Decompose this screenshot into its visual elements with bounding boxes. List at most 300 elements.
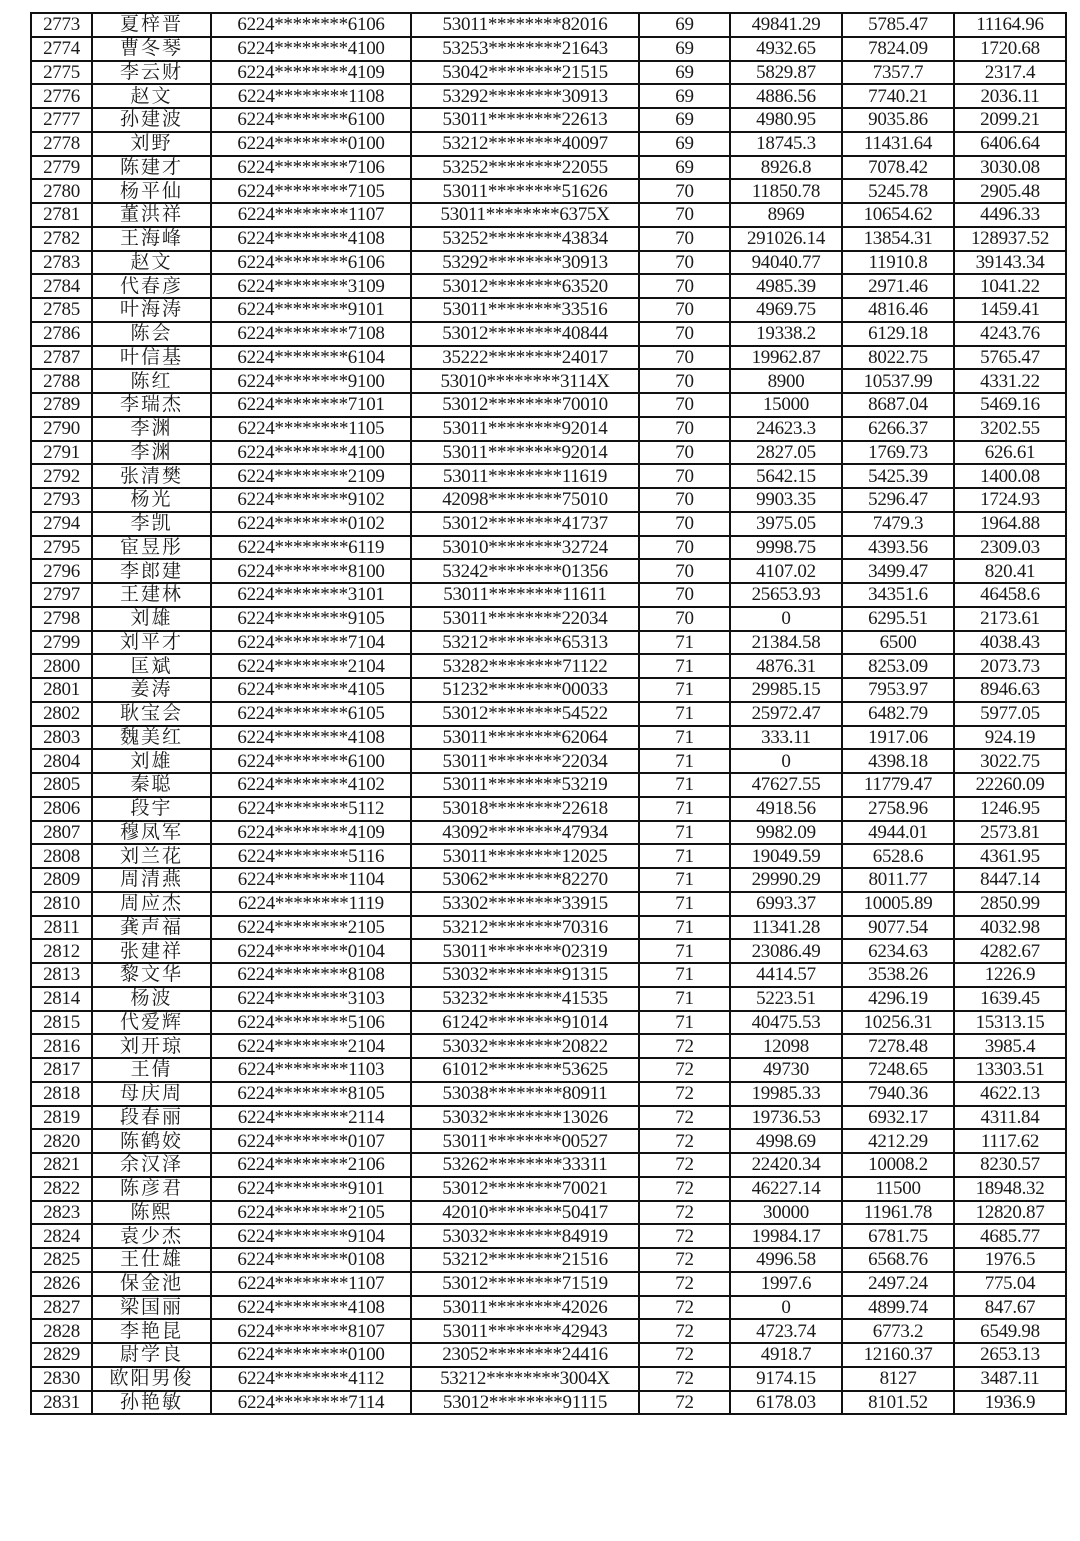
card-number-cell: 6224********3109 xyxy=(211,274,411,298)
table-row xyxy=(31,1272,1066,1296)
amount-c-cell: 2173.61 xyxy=(954,607,1066,631)
amount-a-cell: 21384.58 xyxy=(730,631,842,655)
amount-b-cell: 9035.86 xyxy=(842,108,954,132)
age-cell: 72 xyxy=(639,1224,730,1248)
id-number-cell: 61012********53625 xyxy=(411,1058,639,1082)
row-number-cell: 2782 xyxy=(31,227,92,251)
name-cell: 袁少杰 xyxy=(92,1224,211,1248)
amount-b-cell: 11431.64 xyxy=(842,132,954,156)
amount-a-cell: 24623.3 xyxy=(730,417,842,441)
amount-c-cell: 4243.76 xyxy=(954,322,1066,346)
id-number-cell: 53011********51626 xyxy=(411,179,639,203)
table-row xyxy=(31,1201,1066,1225)
amount-b-cell: 4296.19 xyxy=(842,987,954,1011)
id-number-cell: 53232********41535 xyxy=(411,987,639,1011)
card-number-cell: 6224********8108 xyxy=(211,963,411,987)
table-row xyxy=(31,156,1066,180)
amount-c-cell: 4361.95 xyxy=(954,844,1066,868)
id-number-cell: 61242********91014 xyxy=(411,1011,639,1035)
amount-a-cell: 19962.87 xyxy=(730,346,842,370)
age-cell: 72 xyxy=(639,1034,730,1058)
id-number-cell: 53042********21515 xyxy=(411,61,639,85)
amount-b-cell: 6129.18 xyxy=(842,322,954,346)
name-cell: 穆凤军 xyxy=(92,821,211,845)
amount-a-cell: 4876.31 xyxy=(730,654,842,678)
id-number-cell: 53032********20822 xyxy=(411,1034,639,1058)
age-cell: 71 xyxy=(639,702,730,726)
amount-b-cell: 7953.97 xyxy=(842,678,954,702)
amount-c-cell: 1720.68 xyxy=(954,37,1066,61)
table-row xyxy=(31,1224,1066,1248)
name-cell: 李云财 xyxy=(92,61,211,85)
card-number-cell: 6224********1107 xyxy=(211,203,411,227)
table-row xyxy=(31,844,1066,868)
amount-a-cell: 6993.37 xyxy=(730,892,842,916)
table-row xyxy=(31,1058,1066,1082)
table-row xyxy=(31,631,1066,655)
id-number-cell: 53262********33311 xyxy=(411,1153,639,1177)
row-number-cell: 2813 xyxy=(31,963,92,987)
amount-c-cell: 3030.08 xyxy=(954,156,1066,180)
name-cell: 刘雄 xyxy=(92,749,211,773)
amount-c-cell: 13303.51 xyxy=(954,1058,1066,1082)
amount-b-cell: 6528.6 xyxy=(842,844,954,868)
table-row xyxy=(31,346,1066,370)
age-cell: 72 xyxy=(639,1082,730,1106)
age-cell: 70 xyxy=(639,393,730,417)
age-cell: 71 xyxy=(639,678,730,702)
amount-a-cell: 4932.65 xyxy=(730,37,842,61)
name-cell: 梁国丽 xyxy=(92,1296,211,1320)
card-number-cell: 6224********0104 xyxy=(211,939,411,963)
amount-b-cell: 10256.31 xyxy=(842,1011,954,1035)
amount-b-cell: 11961.78 xyxy=(842,1201,954,1225)
table-row xyxy=(31,61,1066,85)
table-row xyxy=(31,1391,1066,1415)
age-cell: 72 xyxy=(639,1153,730,1177)
amount-b-cell: 6234.63 xyxy=(842,939,954,963)
card-number-cell: 6224********4100 xyxy=(211,37,411,61)
table-row xyxy=(31,654,1066,678)
amount-b-cell: 7479.3 xyxy=(842,512,954,536)
amount-a-cell: 9982.09 xyxy=(730,821,842,845)
card-number-cell: 6224********4109 xyxy=(211,61,411,85)
amount-a-cell: 94040.77 xyxy=(730,251,842,275)
row-number-cell: 2784 xyxy=(31,274,92,298)
age-cell: 72 xyxy=(639,1248,730,1272)
id-number-cell: 53011********33516 xyxy=(411,298,639,322)
amount-b-cell: 7824.09 xyxy=(842,37,954,61)
row-number-cell: 2824 xyxy=(31,1224,92,1248)
age-cell: 70 xyxy=(639,322,730,346)
row-number-cell: 2827 xyxy=(31,1296,92,1320)
amount-c-cell: 1459.41 xyxy=(954,298,1066,322)
id-number-cell: 53212********3004X xyxy=(411,1367,639,1391)
id-number-cell: 53012********71519 xyxy=(411,1272,639,1296)
table-row xyxy=(31,464,1066,488)
table-row xyxy=(31,417,1066,441)
name-cell: 叶海涛 xyxy=(92,298,211,322)
card-number-cell: 6224********0100 xyxy=(211,1343,411,1367)
amount-b-cell: 11779.47 xyxy=(842,773,954,797)
id-number-cell: 53011********62064 xyxy=(411,726,639,750)
amount-b-cell: 6781.75 xyxy=(842,1224,954,1248)
name-cell: 尉学良 xyxy=(92,1343,211,1367)
table-row xyxy=(31,821,1066,845)
id-number-cell: 53032********13026 xyxy=(411,1106,639,1130)
amount-c-cell: 2073.73 xyxy=(954,654,1066,678)
age-cell: 72 xyxy=(639,1177,730,1201)
amount-b-cell: 1917.06 xyxy=(842,726,954,750)
id-number-cell: 53011********12025 xyxy=(411,844,639,868)
amount-b-cell: 10654.62 xyxy=(842,203,954,227)
name-cell: 代春彦 xyxy=(92,274,211,298)
amount-b-cell: 3499.47 xyxy=(842,559,954,583)
card-number-cell: 6224********2106 xyxy=(211,1153,411,1177)
row-number-cell: 2792 xyxy=(31,464,92,488)
id-number-cell: 42010********50417 xyxy=(411,1201,639,1225)
amount-b-cell: 8011.77 xyxy=(842,868,954,892)
id-number-cell: 53011********53219 xyxy=(411,773,639,797)
amount-b-cell: 8127 xyxy=(842,1367,954,1391)
name-cell: 陈鹤姣 xyxy=(92,1129,211,1153)
card-number-cell: 6224********5106 xyxy=(211,1011,411,1035)
card-number-cell: 6224********9105 xyxy=(211,607,411,631)
name-cell: 赵文 xyxy=(92,84,211,108)
amount-c-cell: 4685.77 xyxy=(954,1224,1066,1248)
card-number-cell: 6224********0100 xyxy=(211,132,411,156)
id-number-cell: 53032********91315 xyxy=(411,963,639,987)
amount-a-cell: 15000 xyxy=(730,393,842,417)
name-cell: 杨光 xyxy=(92,488,211,512)
table-row xyxy=(31,1106,1066,1130)
name-cell: 欧阳男俊 xyxy=(92,1367,211,1391)
amount-c-cell: 46458.6 xyxy=(954,583,1066,607)
age-cell: 71 xyxy=(639,939,730,963)
id-number-cell: 53011********11619 xyxy=(411,464,639,488)
name-cell: 魏美红 xyxy=(92,726,211,750)
row-number-cell: 2811 xyxy=(31,916,92,940)
amount-b-cell: 6773.2 xyxy=(842,1319,954,1343)
amount-c-cell: 1936.9 xyxy=(954,1391,1066,1415)
card-number-cell: 6224********9101 xyxy=(211,1177,411,1201)
amount-b-cell: 7078.42 xyxy=(842,156,954,180)
amount-a-cell: 4414.57 xyxy=(730,963,842,987)
age-cell: 71 xyxy=(639,963,730,987)
amount-b-cell: 9077.54 xyxy=(842,916,954,940)
row-number-cell: 2773 xyxy=(31,13,92,37)
card-number-cell: 6224********6119 xyxy=(211,536,411,560)
card-number-cell: 6224********2105 xyxy=(211,1201,411,1225)
row-number-cell: 2805 xyxy=(31,773,92,797)
amount-a-cell: 25653.93 xyxy=(730,583,842,607)
amount-b-cell: 8687.04 xyxy=(842,393,954,417)
age-cell: 69 xyxy=(639,132,730,156)
card-number-cell: 6224********5116 xyxy=(211,844,411,868)
table-row xyxy=(31,536,1066,560)
amount-c-cell: 8946.63 xyxy=(954,678,1066,702)
id-number-cell: 53012********54522 xyxy=(411,702,639,726)
card-number-cell: 6224********1103 xyxy=(211,1058,411,1082)
amount-c-cell: 1400.08 xyxy=(954,464,1066,488)
age-cell: 72 xyxy=(639,1129,730,1153)
age-cell: 69 xyxy=(639,156,730,180)
amount-c-cell: 1246.95 xyxy=(954,797,1066,821)
name-cell: 叶信基 xyxy=(92,346,211,370)
row-number-cell: 2831 xyxy=(31,1391,92,1415)
amount-a-cell: 1997.6 xyxy=(730,1272,842,1296)
table-row xyxy=(31,393,1066,417)
age-cell: 72 xyxy=(639,1319,730,1343)
row-number-cell: 2804 xyxy=(31,749,92,773)
amount-c-cell: 4331.22 xyxy=(954,369,1066,393)
amount-c-cell: 8230.57 xyxy=(954,1153,1066,1177)
id-number-cell: 53292********30913 xyxy=(411,251,639,275)
table-row xyxy=(31,1177,1066,1201)
name-cell: 王仕雄 xyxy=(92,1248,211,1272)
card-number-cell: 6224********6104 xyxy=(211,346,411,370)
amount-c-cell: 3202.55 xyxy=(954,417,1066,441)
id-number-cell: 53012********63520 xyxy=(411,274,639,298)
amount-c-cell: 4622.13 xyxy=(954,1082,1066,1106)
card-number-cell: 6224********1104 xyxy=(211,868,411,892)
amount-a-cell: 9998.75 xyxy=(730,536,842,560)
row-number-cell: 2819 xyxy=(31,1106,92,1130)
row-number-cell: 2794 xyxy=(31,512,92,536)
table-row xyxy=(31,773,1066,797)
name-cell: 陈会 xyxy=(92,322,211,346)
card-number-cell: 6224********6106 xyxy=(211,251,411,275)
age-cell: 71 xyxy=(639,631,730,655)
row-number-cell: 2830 xyxy=(31,1367,92,1391)
name-cell: 姜涛 xyxy=(92,678,211,702)
card-number-cell: 6224********8107 xyxy=(211,1319,411,1343)
amount-a-cell: 46227.14 xyxy=(730,1177,842,1201)
amount-c-cell: 2317.4 xyxy=(954,61,1066,85)
amount-b-cell: 6295.51 xyxy=(842,607,954,631)
amount-a-cell: 25972.47 xyxy=(730,702,842,726)
amount-b-cell: 5785.47 xyxy=(842,13,954,37)
amount-c-cell: 12820.87 xyxy=(954,1201,1066,1225)
table-row xyxy=(31,1343,1066,1367)
age-cell: 71 xyxy=(639,868,730,892)
amount-c-cell: 4032.98 xyxy=(954,916,1066,940)
card-number-cell: 6224********4105 xyxy=(211,678,411,702)
row-number-cell: 2814 xyxy=(31,987,92,1011)
table-row xyxy=(31,702,1066,726)
row-number-cell: 2775 xyxy=(31,61,92,85)
card-number-cell: 6224********1108 xyxy=(211,84,411,108)
age-cell: 70 xyxy=(639,298,730,322)
name-cell: 刘雄 xyxy=(92,607,211,631)
name-cell: 杨平仙 xyxy=(92,179,211,203)
card-number-cell: 6224********4102 xyxy=(211,773,411,797)
card-number-cell: 6224********3101 xyxy=(211,583,411,607)
table-row xyxy=(31,488,1066,512)
amount-c-cell: 1041.22 xyxy=(954,274,1066,298)
name-cell: 段春丽 xyxy=(92,1106,211,1130)
row-number-cell: 2774 xyxy=(31,37,92,61)
table-row xyxy=(31,512,1066,536)
amount-b-cell: 4899.74 xyxy=(842,1296,954,1320)
row-number-cell: 2783 xyxy=(31,251,92,275)
card-number-cell: 6224********4109 xyxy=(211,821,411,845)
name-cell: 杨波 xyxy=(92,987,211,1011)
age-cell: 70 xyxy=(639,512,730,536)
name-cell: 李凯 xyxy=(92,512,211,536)
name-cell: 周清燕 xyxy=(92,868,211,892)
amount-c-cell: 3487.11 xyxy=(954,1367,1066,1391)
name-cell: 孙艳敏 xyxy=(92,1391,211,1415)
row-number-cell: 2826 xyxy=(31,1272,92,1296)
age-cell: 70 xyxy=(639,536,730,560)
age-cell: 71 xyxy=(639,726,730,750)
id-number-cell: 53011********02319 xyxy=(411,939,639,963)
age-cell: 71 xyxy=(639,749,730,773)
age-cell: 70 xyxy=(639,369,730,393)
amount-a-cell: 30000 xyxy=(730,1201,842,1225)
amount-a-cell: 4980.95 xyxy=(730,108,842,132)
age-cell: 70 xyxy=(639,583,730,607)
row-number-cell: 2828 xyxy=(31,1319,92,1343)
table-row xyxy=(31,1367,1066,1391)
amount-a-cell: 29990.29 xyxy=(730,868,842,892)
amount-a-cell: 4886.56 xyxy=(730,84,842,108)
amount-a-cell: 47627.55 xyxy=(730,773,842,797)
card-number-cell: 6224********9100 xyxy=(211,369,411,393)
amount-b-cell: 4393.56 xyxy=(842,536,954,560)
table-row xyxy=(31,322,1066,346)
age-cell: 71 xyxy=(639,1011,730,1035)
row-number-cell: 2816 xyxy=(31,1034,92,1058)
amount-a-cell: 19049.59 xyxy=(730,844,842,868)
name-cell: 保金池 xyxy=(92,1272,211,1296)
card-number-cell: 6224********1107 xyxy=(211,1272,411,1296)
row-number-cell: 2793 xyxy=(31,488,92,512)
amount-b-cell: 10008.2 xyxy=(842,1153,954,1177)
amount-c-cell: 3985.4 xyxy=(954,1034,1066,1058)
name-cell: 余汉泽 xyxy=(92,1153,211,1177)
amount-b-cell: 4944.01 xyxy=(842,821,954,845)
table-row xyxy=(31,37,1066,61)
age-cell: 70 xyxy=(639,607,730,631)
id-number-cell: 53011********92014 xyxy=(411,417,639,441)
table-row xyxy=(31,987,1066,1011)
table-row xyxy=(31,963,1066,987)
name-cell: 陈彦君 xyxy=(92,1177,211,1201)
id-number-cell: 53012********40844 xyxy=(411,322,639,346)
amount-a-cell: 49730 xyxy=(730,1058,842,1082)
id-number-cell: 53011********22034 xyxy=(411,607,639,631)
name-cell: 刘平才 xyxy=(92,631,211,655)
id-number-cell: 53212********40097 xyxy=(411,132,639,156)
card-number-cell: 6224********1119 xyxy=(211,892,411,916)
amount-a-cell: 0 xyxy=(730,749,842,773)
amount-b-cell: 11500 xyxy=(842,1177,954,1201)
card-number-cell: 6224********2109 xyxy=(211,464,411,488)
amount-a-cell: 8900 xyxy=(730,369,842,393)
amount-c-cell: 11164.96 xyxy=(954,13,1066,37)
id-number-cell: 53018********22618 xyxy=(411,797,639,821)
amount-b-cell: 7740.21 xyxy=(842,84,954,108)
age-cell: 72 xyxy=(639,1343,730,1367)
amount-a-cell: 12098 xyxy=(730,1034,842,1058)
id-number-cell: 53011********82016 xyxy=(411,13,639,37)
amount-c-cell: 4038.43 xyxy=(954,631,1066,655)
row-number-cell: 2820 xyxy=(31,1129,92,1153)
amount-c-cell: 2905.48 xyxy=(954,179,1066,203)
amount-b-cell: 12160.37 xyxy=(842,1343,954,1367)
age-cell: 72 xyxy=(639,1296,730,1320)
age-cell: 71 xyxy=(639,654,730,678)
age-cell: 70 xyxy=(639,179,730,203)
name-cell: 陈熙 xyxy=(92,1201,211,1225)
row-number-cell: 2799 xyxy=(31,631,92,655)
name-cell: 李渊 xyxy=(92,441,211,465)
amount-a-cell: 19736.53 xyxy=(730,1106,842,1130)
name-cell: 黎文华 xyxy=(92,963,211,987)
card-number-cell: 6224********7104 xyxy=(211,631,411,655)
name-cell: 李艳昆 xyxy=(92,1319,211,1343)
row-number-cell: 2812 xyxy=(31,939,92,963)
id-number-cell: 53062********82270 xyxy=(411,868,639,892)
table-row xyxy=(31,797,1066,821)
table-row xyxy=(31,583,1066,607)
amount-c-cell: 5765.47 xyxy=(954,346,1066,370)
name-cell: 李渊 xyxy=(92,417,211,441)
table-row xyxy=(31,84,1066,108)
amount-b-cell: 7940.36 xyxy=(842,1082,954,1106)
amount-b-cell: 2971.46 xyxy=(842,274,954,298)
name-cell: 段宇 xyxy=(92,797,211,821)
amount-a-cell: 22420.34 xyxy=(730,1153,842,1177)
amount-b-cell: 4816.46 xyxy=(842,298,954,322)
amount-c-cell: 5469.16 xyxy=(954,393,1066,417)
amount-b-cell: 8022.75 xyxy=(842,346,954,370)
id-number-cell: 53011********42943 xyxy=(411,1319,639,1343)
amount-b-cell: 6482.79 xyxy=(842,702,954,726)
amount-a-cell: 4107.02 xyxy=(730,559,842,583)
id-number-cell: 53302********33915 xyxy=(411,892,639,916)
card-number-cell: 6224********8100 xyxy=(211,559,411,583)
amount-a-cell: 19338.2 xyxy=(730,322,842,346)
id-number-cell: 53010********32724 xyxy=(411,536,639,560)
age-cell: 71 xyxy=(639,821,730,845)
card-number-cell: 6224********6106 xyxy=(211,13,411,37)
amount-a-cell: 8969 xyxy=(730,203,842,227)
age-cell: 72 xyxy=(639,1272,730,1296)
amount-b-cell: 5425.39 xyxy=(842,464,954,488)
row-number-cell: 2800 xyxy=(31,654,92,678)
amount-c-cell: 2099.21 xyxy=(954,108,1066,132)
table-row xyxy=(31,179,1066,203)
name-cell: 陈红 xyxy=(92,369,211,393)
card-number-cell: 6224********7105 xyxy=(211,179,411,203)
name-cell: 刘兰花 xyxy=(92,844,211,868)
row-number-cell: 2785 xyxy=(31,298,92,322)
row-number-cell: 2806 xyxy=(31,797,92,821)
amount-b-cell: 3538.26 xyxy=(842,963,954,987)
amount-a-cell: 40475.53 xyxy=(730,1011,842,1035)
amount-b-cell: 6500 xyxy=(842,631,954,655)
row-number-cell: 2797 xyxy=(31,583,92,607)
card-number-cell: 6224********4108 xyxy=(211,227,411,251)
card-number-cell: 6224********4108 xyxy=(211,1296,411,1320)
row-number-cell: 2810 xyxy=(31,892,92,916)
table-row xyxy=(31,678,1066,702)
amount-a-cell: 49841.29 xyxy=(730,13,842,37)
id-number-cell: 53252********43834 xyxy=(411,227,639,251)
